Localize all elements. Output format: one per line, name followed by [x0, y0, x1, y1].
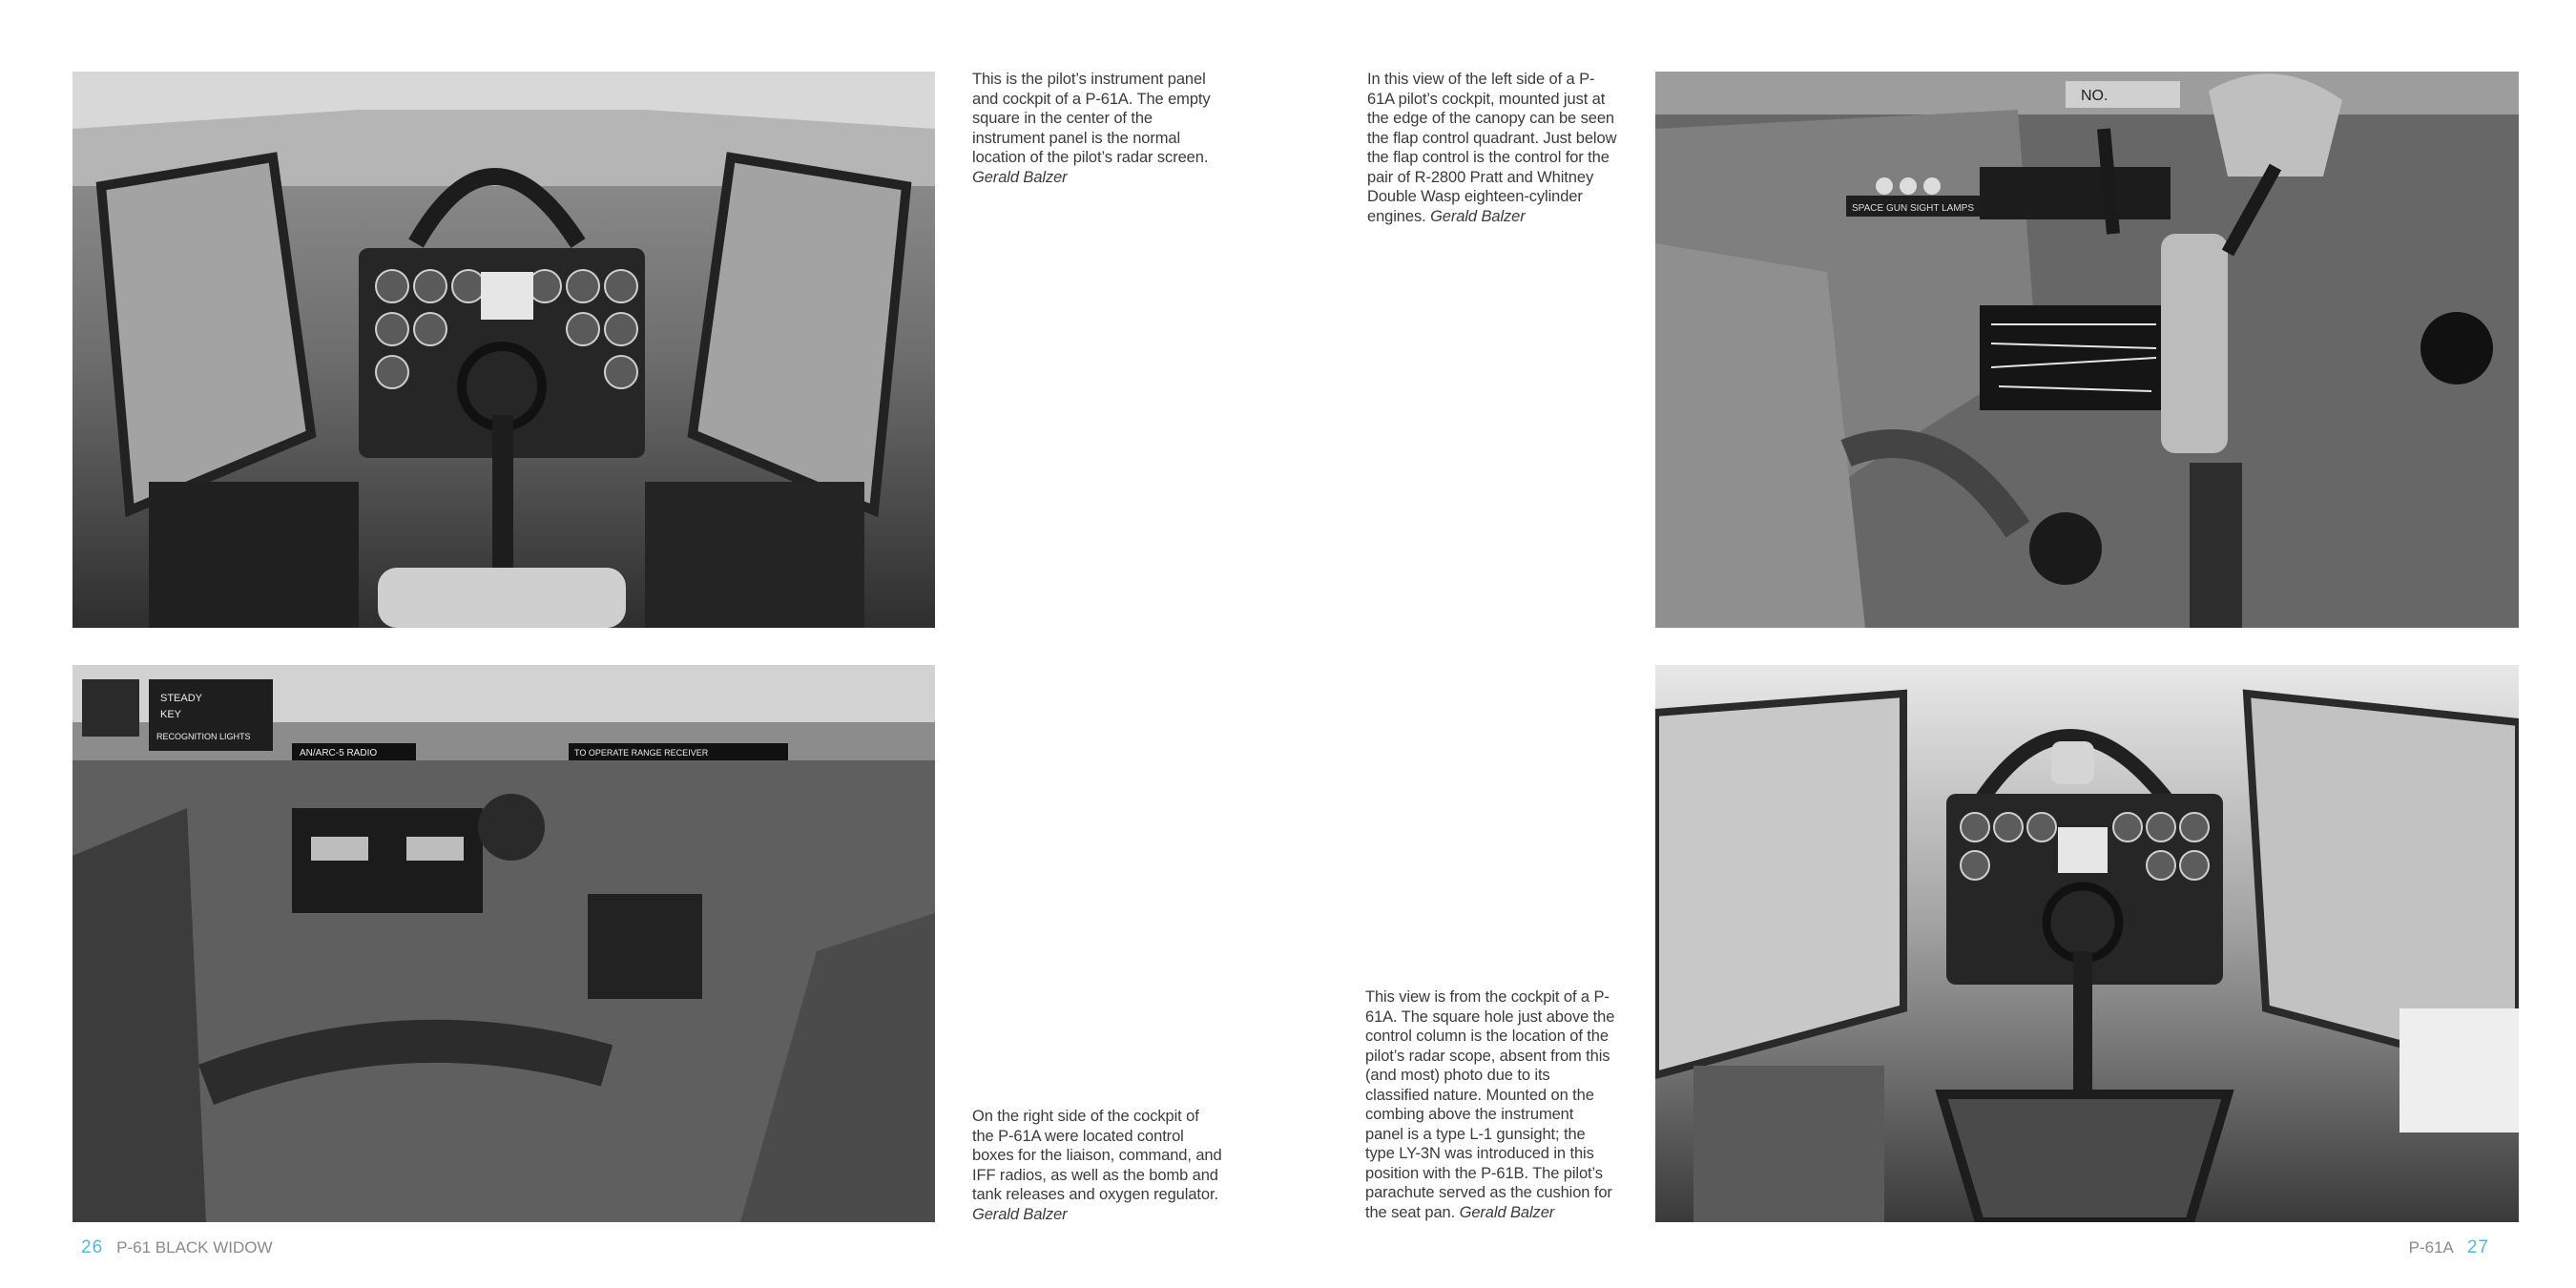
page-number: 26: [81, 1237, 104, 1257]
running-title: P-61 BLACK WIDOW: [116, 1238, 273, 1257]
folio-right: [2409, 1237, 2489, 1260]
caption-text: On the right side of the cockpit of the P-61A were located control boxes for the liaison, command, and IFF radios, as well as the bomb and tank releases and oxygen regulator.: [972, 1108, 1222, 1203]
photo-flap-control-quadrant: [1655, 72, 2519, 628]
label-no: NO.: [2081, 88, 2109, 104]
cockpit-front-view-photo: [1655, 665, 2519, 1222]
caption-instrument-panel: [972, 70, 1222, 187]
label-recognition-lights: RECOGNITION LIGHTS: [156, 732, 251, 741]
photo-right-cockpit-side: [73, 665, 935, 1222]
label-radio: AN/ARC-5 RADIO: [300, 748, 378, 758]
caption-cockpit-front-view: [1365, 987, 1615, 1222]
running-title: P-61A: [2408, 1238, 2454, 1257]
label-range-receiver: TO OPERATE RANGE RECEIVER: [574, 748, 709, 758]
label-steady: STEADY: [160, 693, 203, 704]
photo-credit: Gerald Balzer: [1459, 1203, 1555, 1221]
caption-text: This view is from the cockpit of a P-61A. The square hole just above the control column is the location of the pilot’s radar scope, absent from this (and most) photo due to its classified nature. Mounted on the combing above the instrument panel is a type L-1 gunsight; the type LY-3N was introduced in this position with the P-61B. The pilot’s parachute served as the cushion for the seat pan.: [1365, 988, 1615, 1221]
photo-cockpit-front-view: [1655, 665, 2519, 1222]
caption-left-cockpit-side: [1367, 70, 1617, 226]
photo-credit: Gerald Balzer: [1430, 207, 1526, 225]
caption-right-cockpit-side: [972, 1107, 1222, 1224]
caption-text: In this view of the left side of a P-61A pilot’s cockpit, mounted just at the edge of the canopy can be seen the flap control quadrant. Just below the flap control is the control for the pair of R-2800 Pratt and Whitney Double Wasp eighteen-cylinder engines.: [1367, 71, 1617, 225]
photo-credit: Gerald Balzer: [972, 168, 1068, 186]
cockpit-instrument-panel-photo: [73, 72, 935, 628]
photo-instrument-panel: [73, 72, 935, 628]
photo-credit: Gerald Balzer: [972, 1205, 1068, 1223]
flap-control-quadrant-photo: [1655, 72, 2519, 628]
label-gun-sight-lamps: SPACE GUN SIGHT LAMPS: [1852, 203, 1974, 214]
cockpit-right-side-photo: [73, 665, 935, 1222]
caption-text: This is the pilot’s instrument panel and cockpit of a P-61A. The empty square in the center of the instrument panel is the normal location of the pilot’s radar screen.: [972, 71, 1211, 166]
label-key: KEY: [160, 709, 182, 720]
page-number: 27: [2466, 1237, 2489, 1257]
folio-left: [81, 1237, 273, 1260]
